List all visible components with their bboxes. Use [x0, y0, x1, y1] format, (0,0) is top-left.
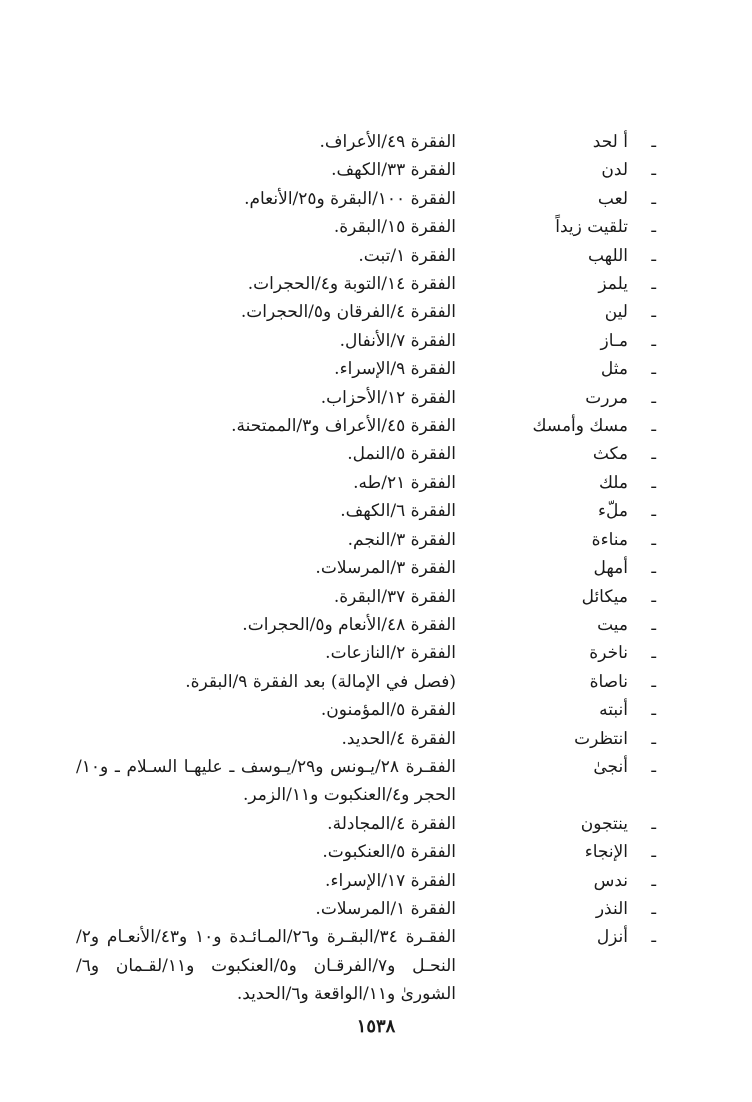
entry-reference: الفقرة ١/المرسلات.: [315, 898, 456, 919]
entry-dash: ـ: [651, 842, 656, 862]
entry-dash: ـ: [651, 330, 656, 350]
entry-reference: الفقرة ١٢/الأحزاب.: [320, 387, 456, 408]
entry-dash: ـ: [651, 671, 656, 691]
entry-word: ناصاة: [589, 671, 628, 692]
entry-word: مناءة: [591, 529, 628, 550]
index-entry: [76, 923, 656, 1008]
entry-dash: ـ: [651, 898, 656, 918]
entry-word: ملّء: [598, 501, 628, 522]
entry-reference: الفقرة ٣٧/البقرة.: [333, 586, 456, 607]
entry-dash: ـ: [651, 529, 656, 549]
entry-word: أ لحد: [592, 132, 628, 152]
entry-reference: الفقرة ١٥/البقرة.: [333, 217, 456, 238]
entry-dash: ـ: [651, 700, 656, 720]
entry-word: ميت: [597, 614, 628, 635]
entry-dash: ـ: [651, 472, 656, 492]
entry-reference: الفقرة ٢١/طه.: [353, 472, 456, 493]
entry-reference: (فصل في الإمالة) بعد الفقرة ٩/البقرة.: [185, 671, 456, 692]
entry-word: لين: [604, 302, 628, 323]
entry-word: مكث: [592, 444, 628, 465]
entry-dash: ـ: [651, 132, 656, 151]
entry-reference: الفقرة ٣/النجم.: [347, 529, 456, 550]
entry-word: لدن: [601, 160, 628, 181]
entry-reference: الفقرة ٥/المؤمنون.: [320, 700, 456, 721]
index-entry: [76, 639, 656, 667]
entry-reference: الفقرة ١٧/الإسراء.: [325, 870, 456, 891]
entry-reference: الفقـرة ٢٨/يـونس و٢٩/يـوسف ـ عليهـا السـلام ـ و١٠/الحجر و٤/العنكبوت و١١/الزمر.: [76, 756, 456, 806]
entry-dash: ـ: [651, 728, 656, 748]
entry-dash: ـ: [651, 274, 656, 294]
entry-dash: ـ: [651, 387, 656, 407]
index-entry: [76, 128, 656, 156]
entry-dash: ـ: [651, 813, 656, 833]
entry-reference: الفقرة ٤/الفرقان و٥/الحجرات.: [240, 302, 456, 323]
entry-reference: الفقرة ٤٨/الأنعام و٥/الحجرات.: [242, 614, 456, 635]
index-entry: [76, 526, 656, 554]
entry-word: ملك: [598, 472, 628, 493]
entry-dash: ـ: [651, 160, 656, 180]
index-entry: [76, 611, 656, 639]
entry-dash: ـ: [651, 756, 656, 776]
entry-word: الإنجاء: [584, 842, 628, 863]
entry-word: أنجىٰ: [593, 756, 628, 777]
index-entry: [76, 497, 656, 525]
entry-reference: الفقرة ١/تبت.: [358, 245, 456, 266]
entry-dash: ـ: [651, 614, 656, 634]
entry-dash: ـ: [651, 501, 656, 521]
entry-word: ميكائل: [581, 586, 628, 607]
entry-word: يلمز: [598, 274, 628, 295]
entry-dash: ـ: [651, 444, 656, 464]
index-entry: [76, 867, 656, 895]
index-entry: [76, 355, 656, 383]
entry-dash: ـ: [651, 188, 656, 208]
entry-reference: الفقرة ٦/الكهف.: [340, 501, 456, 522]
index-entry: [76, 668, 656, 696]
index-entry: [76, 838, 656, 866]
entry-reference: الفقرة ١٤/التوبة و٤/الحجرات.: [247, 274, 456, 295]
entry-reference: الفقرة ٥/النمل.: [347, 444, 456, 465]
entry-word: أمهل: [593, 558, 628, 579]
entry-word: أنبته: [599, 700, 628, 721]
entry-word: أنزل: [596, 927, 628, 948]
entry-reference: الفقرة ٥/العنكبوت.: [322, 842, 456, 863]
entry-reference: الفقـرة ٣٤/البقـرة و٢٦/المـائـدة و١٠ و٤٣/الأنعـام و٢/النحـل و٧/الفرقـان و٥/العنكبوت و١١/لقـمان و٦/الشورىٰ و١١/الواقعة و٦/الحديد.: [76, 927, 456, 1005]
entry-word: ناخرة: [589, 643, 628, 664]
index-entry: [76, 753, 656, 810]
entry-dash: ـ: [651, 927, 656, 947]
entry-dash: ـ: [651, 558, 656, 578]
entry-dash: ـ: [651, 586, 656, 606]
index-entry: [76, 213, 656, 241]
entry-dash: ـ: [651, 217, 656, 237]
entry-reference: الفقرة ٧/الأنفال.: [339, 330, 456, 351]
entry-word: مسك وأمسك: [532, 416, 628, 437]
index-entry: [76, 895, 656, 923]
page-number: ١٥٣٨: [356, 1016, 396, 1037]
index-entry: [76, 327, 656, 355]
index-entry: [76, 298, 656, 326]
index-entry: [76, 185, 656, 213]
entry-dash: ـ: [651, 245, 656, 265]
index-entries: [76, 128, 656, 1009]
entry-word: انتظرت: [574, 728, 628, 749]
entry-reference: الفقرة ٣٣/الكهف.: [331, 160, 456, 181]
entry-word: مررت: [585, 387, 628, 408]
entry-word: اللهب: [587, 245, 628, 266]
index-entry: [76, 156, 656, 184]
entry-reference: الفقرة ٩/الإسراء.: [334, 359, 456, 380]
entry-reference: الفقرة ٤/المجادلة.: [327, 813, 456, 834]
index-entry: [76, 440, 656, 468]
entry-word: مـاز: [600, 330, 628, 351]
index-entry: [76, 242, 656, 270]
entry-dash: ـ: [651, 359, 656, 379]
entry-word: ينتجون: [580, 813, 628, 834]
entry-word: لعب: [597, 188, 628, 209]
index-entry: [76, 384, 656, 412]
entry-word: النذر: [595, 898, 628, 919]
entry-word: ندس: [593, 870, 628, 891]
entry-word: مثل: [600, 359, 628, 380]
entry-reference: الفقرة ٤٥/الأعراف و٣/الممتحنة.: [231, 416, 456, 437]
index-entry: [76, 810, 656, 838]
index-entry: [76, 725, 656, 753]
index-entry: [76, 696, 656, 724]
entry-reference: الفقرة ٤٩/الأعراف.: [319, 132, 456, 152]
entry-reference: الفقرة ٢/النازعات.: [325, 643, 456, 664]
entry-dash: ـ: [651, 302, 656, 322]
entry-reference: الفقرة ٣/المرسلات.: [315, 558, 456, 579]
entry-dash: ـ: [651, 643, 656, 663]
index-entry: [76, 412, 656, 440]
entry-reference: الفقرة ٤/الحديد.: [341, 728, 456, 749]
index-entry: [76, 270, 656, 298]
index-entry: [76, 469, 656, 497]
entry-dash: ـ: [651, 870, 656, 890]
entry-dash: ـ: [651, 416, 656, 436]
entry-word: تلقيت زيداً: [555, 217, 628, 238]
index-entry: [76, 583, 656, 611]
entry-reference: الفقرة ١٠٠/البقرة و٢٥/الأنعام.: [244, 188, 456, 209]
index-entry: [76, 554, 656, 582]
